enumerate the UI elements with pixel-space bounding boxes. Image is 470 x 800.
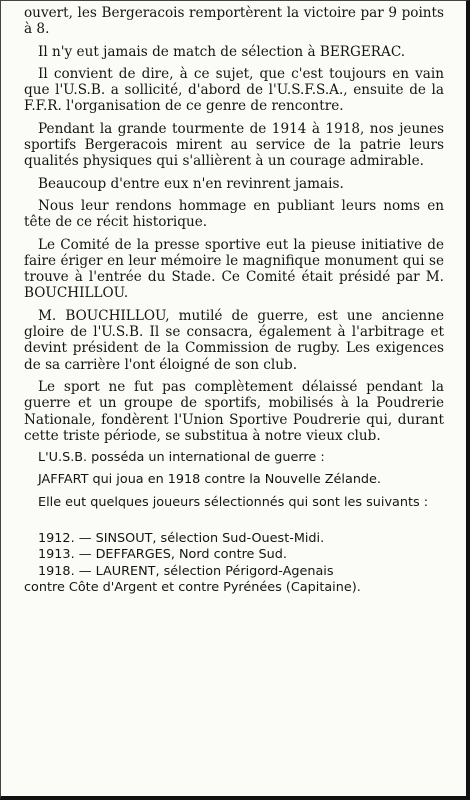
document-text	[24, 5, 444, 602]
selection-1912: 1912. — SINSOUT, sélection Sud-Ouest-Midi.	[38, 531, 325, 547]
paragraph-union-sportive-poudrerie: Le sport ne fut pas complètement délaissé pendant la guerre et un groupe de sportifs, mobilisés à la Poudrerie Nationale, fondèrent l'Union Sportive Poudrerie qui, durant cette triste période, se substitua à notre vieux club.	[24, 378, 444, 444]
paragraph-jaffart: JAFFART qui joua en 1918 contre la Nouvelle Zélande.	[38, 472, 381, 488]
paragraph-tribute: Nous leur rendons hommage en publiant leurs noms en tête de ce récit historique.	[24, 197, 444, 231]
paragraph-monument: Le Comité de la presse sportive eut la pieuse initiative de faire ériger en leur mémoire le magnifique monument qui se trouve à l'entrée du Stade. Ce Comité était présidé par M. BOUCHILLOU.	[24, 236, 444, 302]
selection-list	[24, 531, 444, 596]
selection-1913: 1913. — DEFFARGES, Nord contre Sud.	[38, 547, 287, 563]
paragraph-never-returned: Beaucoup d'entre eux n'en revinrent jamais.	[38, 175, 344, 192]
paragraph-war-1914-1918: Pendant la grande tourmente de 1914 à 1918, nos jeunes sportifs Bergeracois mirent au service de la patrie leurs qualités physiques qui s'allièrent à un courage admirable.	[24, 120, 444, 170]
paragraph-bouchillou: M. BOUCHILLOU, mutilé de guerre, est une ancienne gloire de l'U.S.B. Il se consacra, également à l'arbitrage et devint président de la Commission de rugby. Les exigences de sa carrière l'ont éloigné de son club.	[24, 307, 444, 373]
selection-1918-continued: contre Côte d'Argent et contre Pyrénées (Capitaine).	[24, 579, 361, 595]
paragraph-usb-requests: Il convient de dire, à ce sujet, que c'est toujours en vain que l'U.S.B. a sollicité, d'abord de l'U.S.F.S.A., ensuite de la F.F.R. l'organisation de ce genre de rencontre.	[24, 65, 444, 115]
paragraph-match-result: ouvert, les Bergeracois remportèrent la victoire par 9 points à 8.	[24, 5, 444, 38]
paragraph-no-selection-match: Il n'y eut jamais de match de sélection à BERGERAC.	[38, 43, 406, 60]
paragraph-selected-players: Elle eut quelques joueurs sélectionnés qui sont les suivants :	[38, 494, 429, 510]
selection-1918: 1918. — LAURENT, sélection Périgord-Agenais	[38, 563, 334, 579]
paragraph-war-international: L'U.S.B. posséda un international de guerre :	[38, 450, 325, 466]
